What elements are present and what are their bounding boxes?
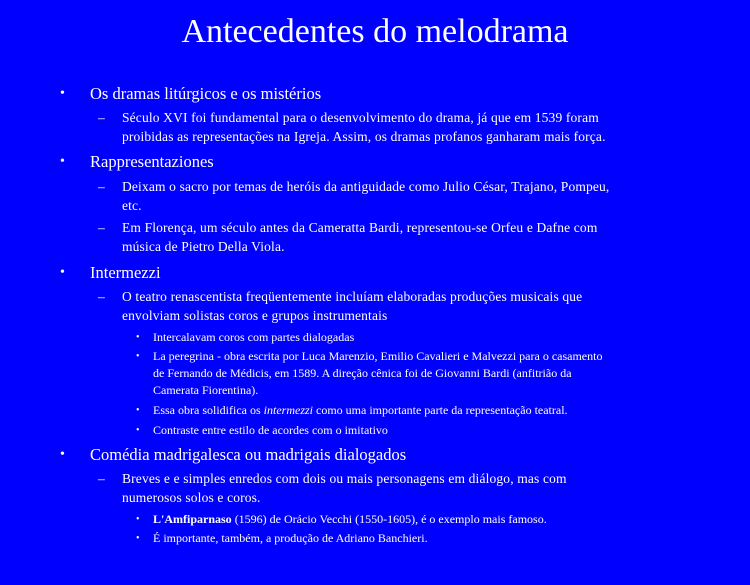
section-heading-intermezzi	[60, 263, 161, 283]
bullet-marker: •	[136, 405, 140, 416]
detail-obra-solidifica	[136, 402, 568, 419]
point-line: Deixam o sacro por temas de heróis da antiguidade como Julio César, Trajano, Pompeu,	[122, 179, 610, 194]
point-line: numerosos solos e coros.	[122, 490, 261, 505]
detail-contraste	[136, 422, 388, 439]
point-line: etc.	[122, 198, 142, 213]
section-heading-comedia	[60, 445, 407, 465]
point-line: O teatro renascentista freqüentemente incluíam elaboradas produções musicais que	[122, 289, 583, 304]
detail-text: Intercalavam coros com partes dialogadas	[153, 330, 355, 344]
bullet-marker: •	[60, 447, 65, 462]
point-line: música de Pietro Della Viola.	[122, 239, 285, 254]
heading-text: Intermezzi	[90, 263, 161, 282]
section-heading-rappresentaziones	[60, 152, 214, 172]
dash-marker: –	[98, 110, 105, 125]
bullet-marker: •	[60, 154, 65, 169]
dash-marker: –	[98, 289, 105, 304]
section-heading-dramas	[60, 84, 322, 104]
point-line: Século XVI foi fundamental para o desenvolvimento do drama, já que em 1539 foram	[122, 110, 599, 125]
bullet-marker: •	[136, 425, 140, 436]
point-line: envolviam solistas coros e grupos instrumentais	[122, 308, 388, 323]
detail-intercalavam	[136, 329, 355, 346]
heading-text: Rappresentaziones	[90, 152, 214, 171]
dash-marker: –	[98, 471, 105, 486]
point-line: proibidas as representações na Igreja. Assim, os dramas profanos ganharam mais força.	[122, 129, 606, 144]
subpoint-teatro	[98, 287, 583, 325]
detail-line: Camerata Fiorentina).	[153, 383, 259, 397]
bullet-marker: •	[136, 351, 140, 362]
detail-text-post: como uma importante parte da representação teatral.	[313, 403, 568, 417]
point-line: Em Florença, um século antes da Cameratta Bardi, representou-se Orfeu e Dafne com	[122, 220, 598, 235]
dash-marker: –	[98, 179, 105, 194]
detail-text: Contraste entre estilo de acordes com o imitativo	[153, 423, 388, 437]
bullet-marker: •	[60, 265, 65, 280]
heading-text: Comédia madrigalesca ou madrigais dialogados	[90, 445, 407, 464]
detail-text: É importante, também, a produção de Adriano Banchieri.	[153, 531, 428, 545]
bullet-marker: •	[136, 533, 140, 544]
bullet-marker: •	[60, 86, 65, 101]
heading-text: Os dramas litúrgicos e os mistérios	[90, 84, 322, 103]
subpoint-florenca	[98, 218, 598, 256]
subpoint-herois	[98, 177, 610, 215]
detail-text-bold: L'Amfiparnaso	[153, 512, 232, 526]
bullet-marker: •	[136, 514, 140, 525]
slide-title: Antecedentes do melodrama	[181, 13, 569, 50]
detail-amfiparnaso	[136, 511, 547, 528]
detail-text-post: (1596) de Orácio Vecchi (1550-1605), é o exemplo mais famoso.	[231, 512, 547, 526]
bullet-marker: •	[136, 332, 140, 343]
subpoint-seculo-xvi	[98, 108, 606, 146]
detail-text-italic: intermezzi	[263, 403, 313, 417]
point-line: Breves e e simples enredos com dois ou mais personagens em diálogo, mas com	[122, 471, 567, 486]
detail-la-peregrina	[136, 348, 603, 399]
dash-marker: –	[98, 220, 105, 235]
detail-text-pre: Essa obra solidifica os	[153, 403, 264, 417]
detail-line: de Fernando de Médicis, em 1589. A direção cênica foi de Giovanni Bardi (anfitrião da	[153, 366, 572, 380]
detail-banchieri	[136, 530, 428, 547]
subpoint-breves	[98, 469, 567, 507]
detail-line: La peregrina - obra escrita por Luca Marenzio, Emilio Cavalieri e Malvezzi para o casamento	[153, 349, 603, 363]
